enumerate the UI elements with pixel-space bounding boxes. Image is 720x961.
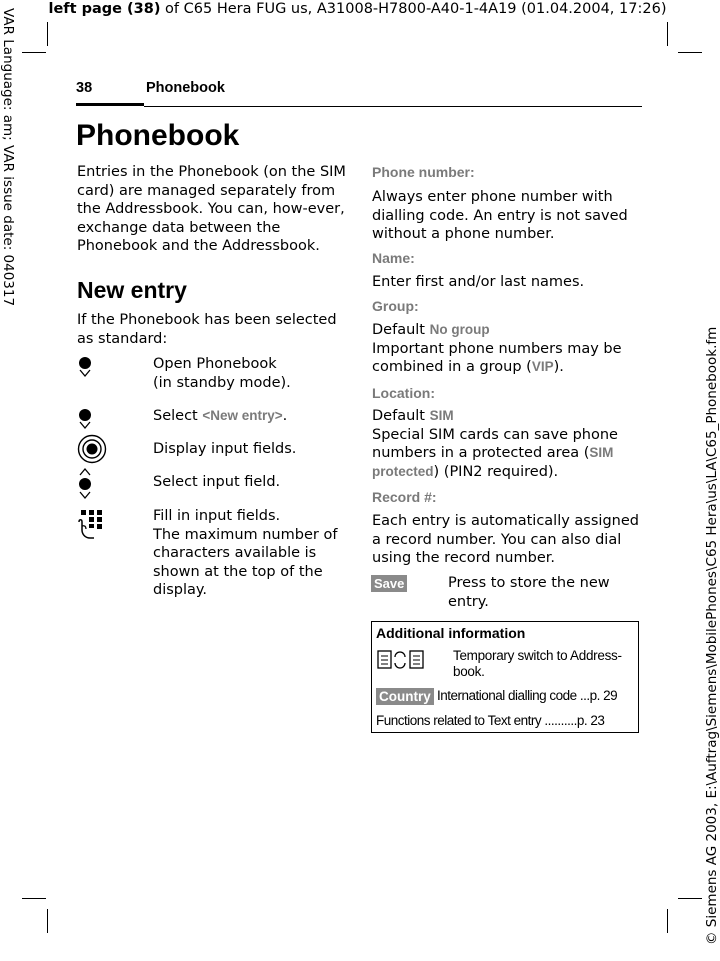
location-label: Location: — [372, 385, 435, 401]
country-code-text: International dialling code ...p. 29 — [437, 688, 618, 703]
crop-mark — [47, 909, 48, 933]
step-text: Select — [153, 408, 203, 424]
record-label: Record #: — [372, 489, 437, 505]
running-header-rule — [144, 106, 642, 107]
right-margin-text-content: © Siemens AG 2003, E:\Auftrag\Siemens\MobilePhones\C65 Hera\us\LA\C65_Phonebook.fm — [704, 326, 720, 945]
print-header-page: left page (38) — [48, 1, 161, 17]
step-select-input-field: Select input field. — [153, 474, 281, 490]
intro-paragraph: Entries in the Phonebook (on the SIM card) are managed separately from the Addressbook. You can, how-ever, exchange data between the Phonebook and the Addressbook. — [77, 164, 346, 254]
group-text — [372, 321, 644, 377]
group-default-prefix: Default — [372, 322, 430, 338]
new-entry-menu-item: <New entry> — [202, 408, 283, 423]
joystick-down-icon — [77, 407, 93, 429]
group-label: Group: — [372, 298, 419, 314]
crop-mark — [667, 22, 668, 46]
print-header-details: of C65 Hera FUG us, A31008-H7800-A40-1-4A19 (01.04.2004, 17:26) — [160, 1, 667, 17]
crop-mark — [678, 898, 702, 899]
print-header — [0, 0, 715, 18]
left-margin-text-content: VAR Language: am; VAR issue date: 040317 — [0, 8, 16, 307]
group-vip: VIP — [531, 359, 554, 374]
location-text — [372, 407, 644, 481]
country-softkey — [376, 686, 434, 705]
country-softkey-label: Country — [376, 688, 434, 705]
address-phonebook-switch-icon — [376, 649, 426, 671]
crop-mark — [47, 22, 48, 46]
save-softkey — [371, 573, 407, 592]
new-entry-heading: New entry — [77, 277, 187, 303]
running-header-section: Phonebook — [146, 80, 225, 96]
group-default-value: No group — [429, 322, 490, 337]
step-fill-input-fields: Fill in input fields. The maximum number of characters available is shown at the top of the display. — [153, 508, 338, 598]
step-display-input-fields: Display input fields. — [153, 441, 297, 457]
location-default-prefix: Default — [372, 408, 430, 424]
record-text: Each entry is automatically assigned a record number. You can also dial using the record number. — [372, 513, 639, 566]
name-label: Name: — [372, 250, 415, 266]
save-text: Press to store the new entry. — [448, 575, 610, 610]
group-description-end: ). — [553, 359, 564, 375]
switch-to-addressbook-text: Temporary switch to Address-book. — [453, 648, 622, 679]
new-entry-lead: If the Phonebook has been selected as standard: — [77, 312, 337, 347]
save-softkey-label: Save — [371, 575, 407, 592]
group-description: Important phone numbers may be combined in a group ( — [372, 340, 622, 375]
joystick-up-down-icon — [77, 468, 93, 500]
keypad-icon — [77, 508, 109, 540]
crop-mark — [22, 52, 46, 53]
name-text: Enter first and/or last names. — [372, 274, 585, 290]
right-margin-text — [704, 326, 720, 945]
phone-number-label: Phone number: — [372, 164, 475, 180]
location-description-end: ) (PIN2 required). — [433, 463, 559, 480]
location-description: Special SIM cards can save phone numbers in a protected area ( — [372, 426, 618, 461]
running-header-thick-rule — [76, 103, 144, 106]
location-default-value: SIM — [429, 408, 454, 423]
page-title: Phonebook — [76, 119, 240, 152]
step-open-phonebook: Open Phonebook (in standby mode). — [153, 356, 291, 391]
joystick-press-icon — [77, 434, 107, 464]
phone-number-text: Always enter phone number with dialling code. An entry is not saved without a phone number. — [372, 189, 628, 242]
joystick-down-icon — [77, 355, 93, 377]
crop-mark — [678, 52, 702, 53]
step-select-new-entry — [153, 407, 348, 426]
step-text: . — [282, 408, 288, 424]
running-header-page-number: 38 — [76, 80, 93, 96]
crop-mark — [667, 909, 668, 933]
left-margin-text — [0, 8, 16, 328]
crop-mark — [22, 898, 46, 899]
additional-info-title: Additional information — [376, 625, 526, 641]
text-entry-reference: Functions related to Text entry ..........p. 23 — [376, 713, 605, 728]
location-sim-protected: SIM protected — [372, 445, 614, 479]
